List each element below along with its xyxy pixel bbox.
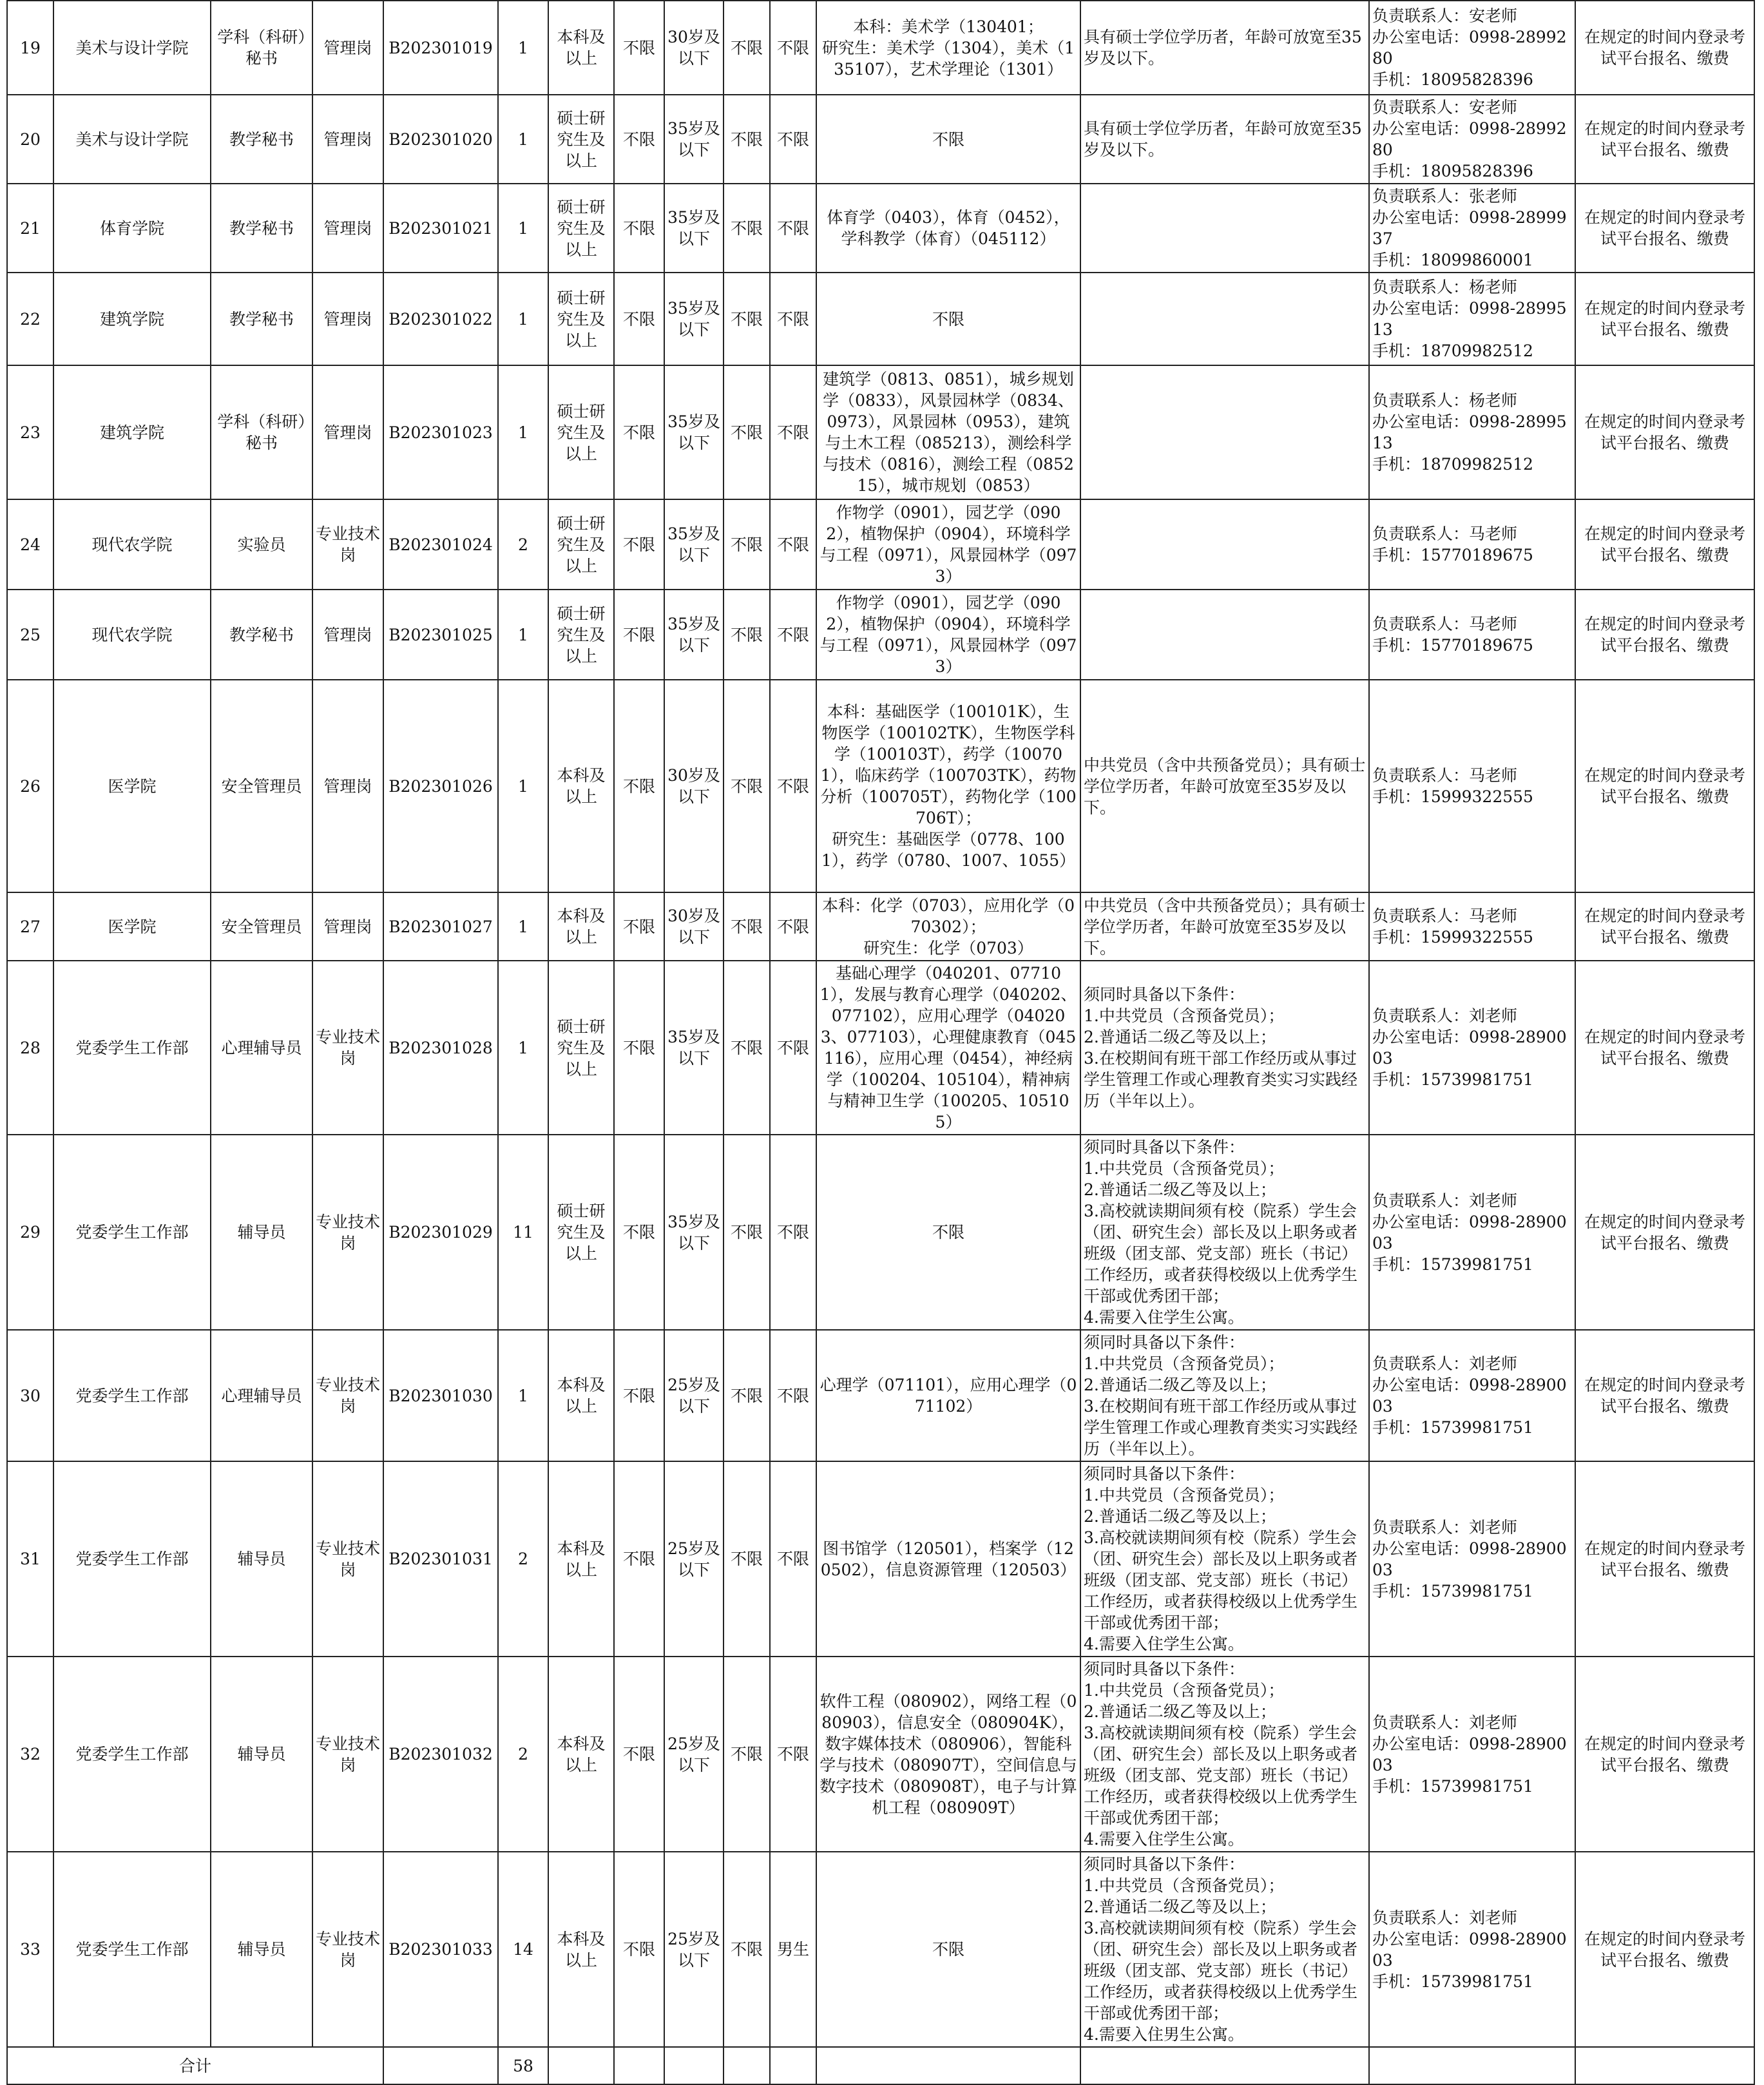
table-row: [7, 184, 1754, 273]
cell-politics: 不限: [724, 680, 770, 892]
cell-post: 教学秘书: [211, 590, 312, 680]
cell-requirements: 中共党员（含中共预备党员）；具有硕士学位学历者，年龄可放宽至35岁及以下。: [1080, 892, 1369, 961]
cell-politics: 不限: [724, 1657, 770, 1852]
cell-no: 21: [7, 184, 53, 273]
cell-politics: 不限: [724, 365, 770, 499]
cell-degree: 不限: [614, 365, 664, 499]
cell-code: B202301021: [383, 184, 498, 273]
total-empty-cell: [724, 2047, 770, 2084]
cell-type: 专业技术岗: [312, 1135, 383, 1330]
cell-post: 教学秘书: [211, 273, 312, 365]
cell-age: 35岁及以下: [664, 499, 724, 590]
cell-count: 1: [498, 1330, 548, 1461]
cell-code: B202301024: [383, 499, 498, 590]
cell-code: B202301031: [383, 1461, 498, 1657]
cell-degree: 不限: [614, 1135, 664, 1330]
cell-contact: 负责联系人：安老师 办公室电话：0998-2899280 手机：18095828396: [1369, 1, 1575, 95]
cell-no: 31: [7, 1461, 53, 1657]
cell-no: 30: [7, 1330, 53, 1461]
cell-gender: 不限: [770, 499, 816, 590]
cell-major: 本科：化学（0703），应用化学（070302）； 研究生：化学（0703）: [816, 892, 1080, 961]
cell-major: 基础心理学（040201、077101），发展与教育心理学（040202、077102），应用心理学（040203、077103），心理健康教育（045116），应用心理（0454），神经病学（100204、105104），精神病与精神卫生学（100205、105105）: [816, 961, 1080, 1135]
cell-requirements: [1080, 499, 1369, 590]
cell-contact: 负责联系人：刘老师 办公室电话：0998-2890003 手机：15739981751: [1369, 1461, 1575, 1657]
cell-note: 在规定的时间内登录考试平台报名、缴费: [1575, 590, 1754, 680]
cell-degree: 不限: [614, 961, 664, 1135]
total-empty-cell: [614, 2047, 664, 2084]
cell-gender: 不限: [770, 680, 816, 892]
cell-requirements: [1080, 184, 1369, 273]
cell-count: 1: [498, 95, 548, 184]
cell-degree: 不限: [614, 1657, 664, 1852]
cell-code: B202301023: [383, 365, 498, 499]
cell-type: 专业技术岗: [312, 1657, 383, 1852]
cell-major: 图书馆学（120501），档案学（120502），信息资源管理（120503）: [816, 1461, 1080, 1657]
cell-note: 在规定的时间内登录考试平台报名、缴费: [1575, 1461, 1754, 1657]
cell-note: 在规定的时间内登录考试平台报名、缴费: [1575, 1852, 1754, 2047]
cell-gender: 不限: [770, 1330, 816, 1461]
cell-post: 学科（科研）秘书: [211, 365, 312, 499]
table-row: [7, 95, 1754, 184]
cell-major: 本科：基础医学（100101K），生物医学（100102TK），生物医学科学（100103T），药学（100701），临床药学（100703TK），药物分析（100705T），药物化学（100706T）； 研究生：基础医学（0778、1001），药学（0780、1007、1055）: [816, 680, 1080, 892]
cell-contact: 负责联系人：马老师 手机：15999322555: [1369, 680, 1575, 892]
table-row: [7, 1, 1754, 95]
cell-type: 管理岗: [312, 95, 383, 184]
cell-post: 教学秘书: [211, 184, 312, 273]
cell-note: 在规定的时间内登录考试平台报名、缴费: [1575, 184, 1754, 273]
cell-type: 管理岗: [312, 1, 383, 95]
cell-politics: 不限: [724, 499, 770, 590]
cell-contact: 负责联系人：张老师 办公室电话：0998-2899937 手机：18099860001: [1369, 184, 1575, 273]
cell-code: B202301022: [383, 273, 498, 365]
cell-unit: 现代农学院: [53, 590, 211, 680]
cell-edu: 本科及以上: [548, 1330, 614, 1461]
cell-requirements: 须同时具备以下条件： 1.中共党员（含预备党员）； 2.普通话二级乙等及以上； 3.在校期间有班干部工作经历或从事过学生管理工作或心理教育类实习实践经历（半年以上）。: [1080, 961, 1369, 1135]
table-row: [7, 892, 1754, 961]
cell-politics: 不限: [724, 892, 770, 961]
cell-post: 安全管理员: [211, 680, 312, 892]
cell-degree: 不限: [614, 499, 664, 590]
cell-edu: 本科及以上: [548, 680, 614, 892]
total-empty-cell: [1369, 2047, 1575, 2084]
cell-contact: 负责联系人：刘老师 办公室电话：0998-2890003 手机：15739981751: [1369, 1135, 1575, 1330]
cell-major: 建筑学（0813、0851），城乡规划学（0833），风景园林学（0834、0973），风景园林（0953），建筑与土木工程（085213），测绘科学与技术（0816），测绘工程（085215），城市规划（0853）: [816, 365, 1080, 499]
table-row: [7, 1657, 1754, 1852]
cell-code: B202301027: [383, 892, 498, 961]
cell-edu: 本科及以上: [548, 892, 614, 961]
cell-major: 不限: [816, 1135, 1080, 1330]
cell-edu: 硕士研究生及以上: [548, 365, 614, 499]
cell-note: 在规定的时间内登录考试平台报名、缴费: [1575, 499, 1754, 590]
cell-major: 本科：美术学（130401； 研究生：美术学（1304），美术（135107），艺术学理论（1301）: [816, 1, 1080, 95]
cell-type: 管理岗: [312, 892, 383, 961]
total-row: [7, 2047, 1754, 2084]
total-empty-cell: [770, 2047, 816, 2084]
cell-gender: 不限: [770, 892, 816, 961]
cell-age: 25岁及以下: [664, 1330, 724, 1461]
cell-contact: 负责联系人：马老师 手机：15999322555: [1369, 892, 1575, 961]
cell-edu: 硕士研究生及以上: [548, 961, 614, 1135]
cell-age: 35岁及以下: [664, 1135, 724, 1330]
table-row: [7, 680, 1754, 892]
table-body: [7, 1, 1754, 2047]
cell-degree: 不限: [614, 1461, 664, 1657]
cell-unit: 医学院: [53, 892, 211, 961]
cell-type: 管理岗: [312, 365, 383, 499]
cell-degree: 不限: [614, 680, 664, 892]
cell-politics: 不限: [724, 1330, 770, 1461]
cell-age: 30岁及以下: [664, 1, 724, 95]
cell-note: 在规定的时间内登录考试平台报名、缴费: [1575, 365, 1754, 499]
table-row: [7, 961, 1754, 1135]
cell-requirements: [1080, 365, 1369, 499]
cell-type: 专业技术岗: [312, 499, 383, 590]
cell-edu: 硕士研究生及以上: [548, 590, 614, 680]
cell-no: 29: [7, 1135, 53, 1330]
cell-politics: 不限: [724, 590, 770, 680]
cell-post: 教学秘书: [211, 95, 312, 184]
cell-no: 20: [7, 95, 53, 184]
cell-requirements: 具有硕士学位学历者，年龄可放宽至35岁及以下。: [1080, 1, 1369, 95]
cell-major: 作物学（0901），园艺学（0902），植物保护（0904），环境科学与工程（0971），风景园林学（0973）: [816, 499, 1080, 590]
cell-post: 辅导员: [211, 1461, 312, 1657]
cell-contact: 负责联系人：刘老师 办公室电话：0998-2890003 手机：15739981751: [1369, 1330, 1575, 1461]
cell-degree: 不限: [614, 184, 664, 273]
cell-requirements: 须同时具备以下条件： 1.中共党员（含预备党员）； 2.普通话二级乙等及以上； 3.在校期间有班干部工作经历或从事过学生管理工作或心理教育类实习实践经历（半年以上）。: [1080, 1330, 1369, 1461]
cell-age: 30岁及以下: [664, 680, 724, 892]
cell-degree: 不限: [614, 1330, 664, 1461]
cell-age: 25岁及以下: [664, 1852, 724, 2047]
cell-count: 2: [498, 1461, 548, 1657]
cell-type: 专业技术岗: [312, 1330, 383, 1461]
cell-unit: 党委学生工作部: [53, 1135, 211, 1330]
cell-degree: 不限: [614, 1, 664, 95]
cell-post: 学科（科研）秘书: [211, 1, 312, 95]
cell-no: 24: [7, 499, 53, 590]
cell-unit: 美术与设计学院: [53, 1, 211, 95]
total-empty-cell: [1575, 2047, 1754, 2084]
cell-type: 管理岗: [312, 680, 383, 892]
cell-unit: 党委学生工作部: [53, 1461, 211, 1657]
cell-gender: 不限: [770, 1135, 816, 1330]
cell-degree: 不限: [614, 892, 664, 961]
cell-post: 辅导员: [211, 1852, 312, 2047]
cell-note: 在规定的时间内登录考试平台报名、缴费: [1575, 680, 1754, 892]
cell-gender: 不限: [770, 961, 816, 1135]
cell-contact: 负责联系人：杨老师 办公室电话：0998-2899513 手机：18709982512: [1369, 365, 1575, 499]
cell-age: 35岁及以下: [664, 273, 724, 365]
cell-gender: 不限: [770, 590, 816, 680]
table-row: [7, 273, 1754, 365]
cell-major: 不限: [816, 95, 1080, 184]
cell-age: 25岁及以下: [664, 1461, 724, 1657]
cell-major: 不限: [816, 1852, 1080, 2047]
cell-edu: 本科及以上: [548, 1, 614, 95]
cell-requirements: 须同时具备以下条件： 1.中共党员（含预备党员）； 2.普通话二级乙等及以上； 3.高校就读期间须有校（院系）学生会（团、研究生会）部长及以上职务或者班级（团支部、党支部）班长（书记）工作经历，或者获得校级以上优秀学生干部或优秀团干部； 4.需要入住学生公寓。: [1080, 1657, 1369, 1852]
cell-unit: 建筑学院: [53, 273, 211, 365]
cell-age: 35岁及以下: [664, 184, 724, 273]
cell-degree: 不限: [614, 1852, 664, 2047]
cell-politics: 不限: [724, 1, 770, 95]
cell-edu: 硕士研究生及以上: [548, 95, 614, 184]
cell-degree: 不限: [614, 95, 664, 184]
cell-no: 25: [7, 590, 53, 680]
cell-unit: 党委学生工作部: [53, 1852, 211, 2047]
cell-count: 2: [498, 499, 548, 590]
total-label: 合计: [7, 2047, 383, 2084]
cell-code: B202301028: [383, 961, 498, 1135]
cell-note: 在规定的时间内登录考试平台报名、缴费: [1575, 1135, 1754, 1330]
cell-count: 11: [498, 1135, 548, 1330]
cell-note: 在规定的时间内登录考试平台报名、缴费: [1575, 892, 1754, 961]
cell-age: 35岁及以下: [664, 95, 724, 184]
cell-gender: 不限: [770, 273, 816, 365]
cell-post: 安全管理员: [211, 892, 312, 961]
cell-unit: 党委学生工作部: [53, 1657, 211, 1852]
cell-unit: 党委学生工作部: [53, 961, 211, 1135]
table-row: [7, 590, 1754, 680]
cell-gender: 不限: [770, 95, 816, 184]
table-row: [7, 1330, 1754, 1461]
cell-no: 32: [7, 1657, 53, 1852]
cell-type: 专业技术岗: [312, 1852, 383, 2047]
cell-politics: 不限: [724, 1461, 770, 1657]
cell-count: 14: [498, 1852, 548, 2047]
cell-major: 心理学（071101），应用心理学（071102）: [816, 1330, 1080, 1461]
cell-gender: 不限: [770, 1461, 816, 1657]
cell-note: 在规定的时间内登录考试平台报名、缴费: [1575, 1, 1754, 95]
cell-age: 35岁及以下: [664, 590, 724, 680]
cell-gender: 不限: [770, 184, 816, 273]
cell-gender: 男生: [770, 1852, 816, 2047]
cell-unit: 建筑学院: [53, 365, 211, 499]
total-empty-cell: [1080, 2047, 1369, 2084]
cell-requirements: [1080, 590, 1369, 680]
cell-note: 在规定的时间内登录考试平台报名、缴费: [1575, 95, 1754, 184]
cell-type: 专业技术岗: [312, 1461, 383, 1657]
cell-note: 在规定的时间内登录考试平台报名、缴费: [1575, 961, 1754, 1135]
cell-post: 心理辅导员: [211, 961, 312, 1135]
cell-requirements: 具有硕士学位学历者，年龄可放宽至35岁及以下。: [1080, 95, 1369, 184]
cell-count: 1: [498, 961, 548, 1135]
cell-count: 1: [498, 273, 548, 365]
cell-code: B202301032: [383, 1657, 498, 1852]
cell-contact: 负责联系人：安老师 办公室电话：0998-2899280 手机：18095828396: [1369, 95, 1575, 184]
cell-requirements: 中共党员（含中共预备党员）；具有硕士学位学历者，年龄可放宽至35岁及以下。: [1080, 680, 1369, 892]
cell-edu: 硕士研究生及以上: [548, 1135, 614, 1330]
cell-count: 1: [498, 365, 548, 499]
cell-no: 26: [7, 680, 53, 892]
cell-edu: 硕士研究生及以上: [548, 184, 614, 273]
table-row: [7, 365, 1754, 499]
cell-contact: 负责联系人：马老师 手机：15770189675: [1369, 590, 1575, 680]
cell-requirements: 须同时具备以下条件： 1.中共党员（含预备党员）； 2.普通话二级乙等及以上； 3.高校就读期间须有校（院系）学生会（团、研究生会）部长及以上职务或者班级（团支部、党支部）班长（书记）工作经历，或者获得校级以上优秀学生干部或优秀团干部； 4.需要入住男生公寓。: [1080, 1852, 1369, 2047]
table-row: [7, 1461, 1754, 1657]
cell-count: 1: [498, 892, 548, 961]
cell-post: 实验员: [211, 499, 312, 590]
cell-type: 管理岗: [312, 590, 383, 680]
cell-gender: 不限: [770, 1657, 816, 1852]
cell-age: 35岁及以下: [664, 365, 724, 499]
cell-no: 23: [7, 365, 53, 499]
cell-age: 35岁及以下: [664, 961, 724, 1135]
cell-code: B202301026: [383, 680, 498, 892]
cell-type: 管理岗: [312, 273, 383, 365]
cell-count: 2: [498, 1657, 548, 1852]
cell-contact: 负责联系人：杨老师 办公室电话：0998-2899513 手机：18709982512: [1369, 273, 1575, 365]
cell-post: 心理辅导员: [211, 1330, 312, 1461]
cell-requirements: 须同时具备以下条件： 1.中共党员（含预备党员）； 2.普通话二级乙等及以上； 3.高校就读期间须有校（院系）学生会（团、研究生会）部长及以上职务或者班级（团支部、党支部）班长（书记）工作经历，或者获得校级以上优秀学生干部或优秀团干部； 4.需要入住学生公寓。: [1080, 1135, 1369, 1330]
cell-politics: 不限: [724, 961, 770, 1135]
cell-post: 辅导员: [211, 1135, 312, 1330]
cell-politics: 不限: [724, 1852, 770, 2047]
total-empty-cell: [816, 2047, 1080, 2084]
cell-edu: 本科及以上: [548, 1461, 614, 1657]
cell-edu: 本科及以上: [548, 1657, 614, 1852]
cell-code: B202301029: [383, 1135, 498, 1330]
cell-code: B202301020: [383, 95, 498, 184]
cell-edu: 硕士研究生及以上: [548, 499, 614, 590]
cell-contact: 负责联系人：马老师 手机：15770189675: [1369, 499, 1575, 590]
cell-age: 25岁及以下: [664, 1657, 724, 1852]
cell-count: 1: [498, 184, 548, 273]
cell-type: 专业技术岗: [312, 961, 383, 1135]
cell-note: 在规定的时间内登录考试平台报名、缴费: [1575, 1330, 1754, 1461]
cell-edu: 本科及以上: [548, 1852, 614, 2047]
cell-politics: 不限: [724, 95, 770, 184]
cell-no: 19: [7, 1, 53, 95]
cell-degree: 不限: [614, 590, 664, 680]
cell-major: 作物学（0901），园艺学（0902），植物保护（0904），环境科学与工程（0971），风景园林学（0973）: [816, 590, 1080, 680]
cell-no: 27: [7, 892, 53, 961]
cell-unit: 医学院: [53, 680, 211, 892]
cell-no: 28: [7, 961, 53, 1135]
cell-code: B202301019: [383, 1, 498, 95]
total-empty-cell: [548, 2047, 614, 2084]
table-row: [7, 499, 1754, 590]
cell-contact: 负责联系人：刘老师 办公室电话：0998-2890003 手机：15739981751: [1369, 1852, 1575, 2047]
cell-note: 在规定的时间内登录考试平台报名、缴费: [1575, 1657, 1754, 1852]
cell-code: B202301025: [383, 590, 498, 680]
cell-politics: 不限: [724, 1135, 770, 1330]
cell-count: 1: [498, 680, 548, 892]
cell-major: 体育学（0403），体育（0452），学科教学（体育）（045112）: [816, 184, 1080, 273]
cell-type: 管理岗: [312, 184, 383, 273]
cell-gender: 不限: [770, 1, 816, 95]
cell-unit: 美术与设计学院: [53, 95, 211, 184]
cell-note: 在规定的时间内登录考试平台报名、缴费: [1575, 273, 1754, 365]
cell-politics: 不限: [724, 184, 770, 273]
cell-no: 22: [7, 273, 53, 365]
cell-unit: 现代农学院: [53, 499, 211, 590]
cell-unit: 体育学院: [53, 184, 211, 273]
cell-age: 30岁及以下: [664, 892, 724, 961]
cell-code: B202301033: [383, 1852, 498, 2047]
cell-count: 1: [498, 590, 548, 680]
cell-gender: 不限: [770, 365, 816, 499]
cell-code: B202301030: [383, 1330, 498, 1461]
cell-edu: 硕士研究生及以上: [548, 273, 614, 365]
cell-no: 33: [7, 1852, 53, 2047]
table-row: [7, 1135, 1754, 1330]
cell-major: 软件工程（080902），网络工程（080903），信息安全（080904K），数字媒体技术（080906），智能科学与技术（080907T），空间信息与数字技术（080908T），电子与计算机工程（080909T）: [816, 1657, 1080, 1852]
cell-unit: 党委学生工作部: [53, 1330, 211, 1461]
cell-degree: 不限: [614, 273, 664, 365]
cell-requirements: 须同时具备以下条件： 1.中共党员（含预备党员）； 2.普通话二级乙等及以上； 3.高校就读期间须有校（院系）学生会（团、研究生会）部长及以上职务或者班级（团支部、党支部）班长（书记）工作经历，或者获得校级以上优秀学生干部或优秀团干部； 4.需要入住学生公寓。: [1080, 1461, 1369, 1657]
recruitment-table: [6, 0, 1755, 2085]
cell-contact: 负责联系人：刘老师 办公室电话：0998-2890003 手机：15739981751: [1369, 1657, 1575, 1852]
total-empty-cell: [383, 2047, 498, 2084]
total-count: 58: [498, 2047, 548, 2084]
cell-politics: 不限: [724, 273, 770, 365]
cell-post: 辅导员: [211, 1657, 312, 1852]
cell-major: 不限: [816, 273, 1080, 365]
cell-count: 1: [498, 1, 548, 95]
cell-contact: 负责联系人：刘老师 办公室电话：0998-2890003 手机：15739981751: [1369, 961, 1575, 1135]
cell-requirements: [1080, 273, 1369, 365]
table-row: [7, 1852, 1754, 2047]
total-empty-cell: [664, 2047, 724, 2084]
